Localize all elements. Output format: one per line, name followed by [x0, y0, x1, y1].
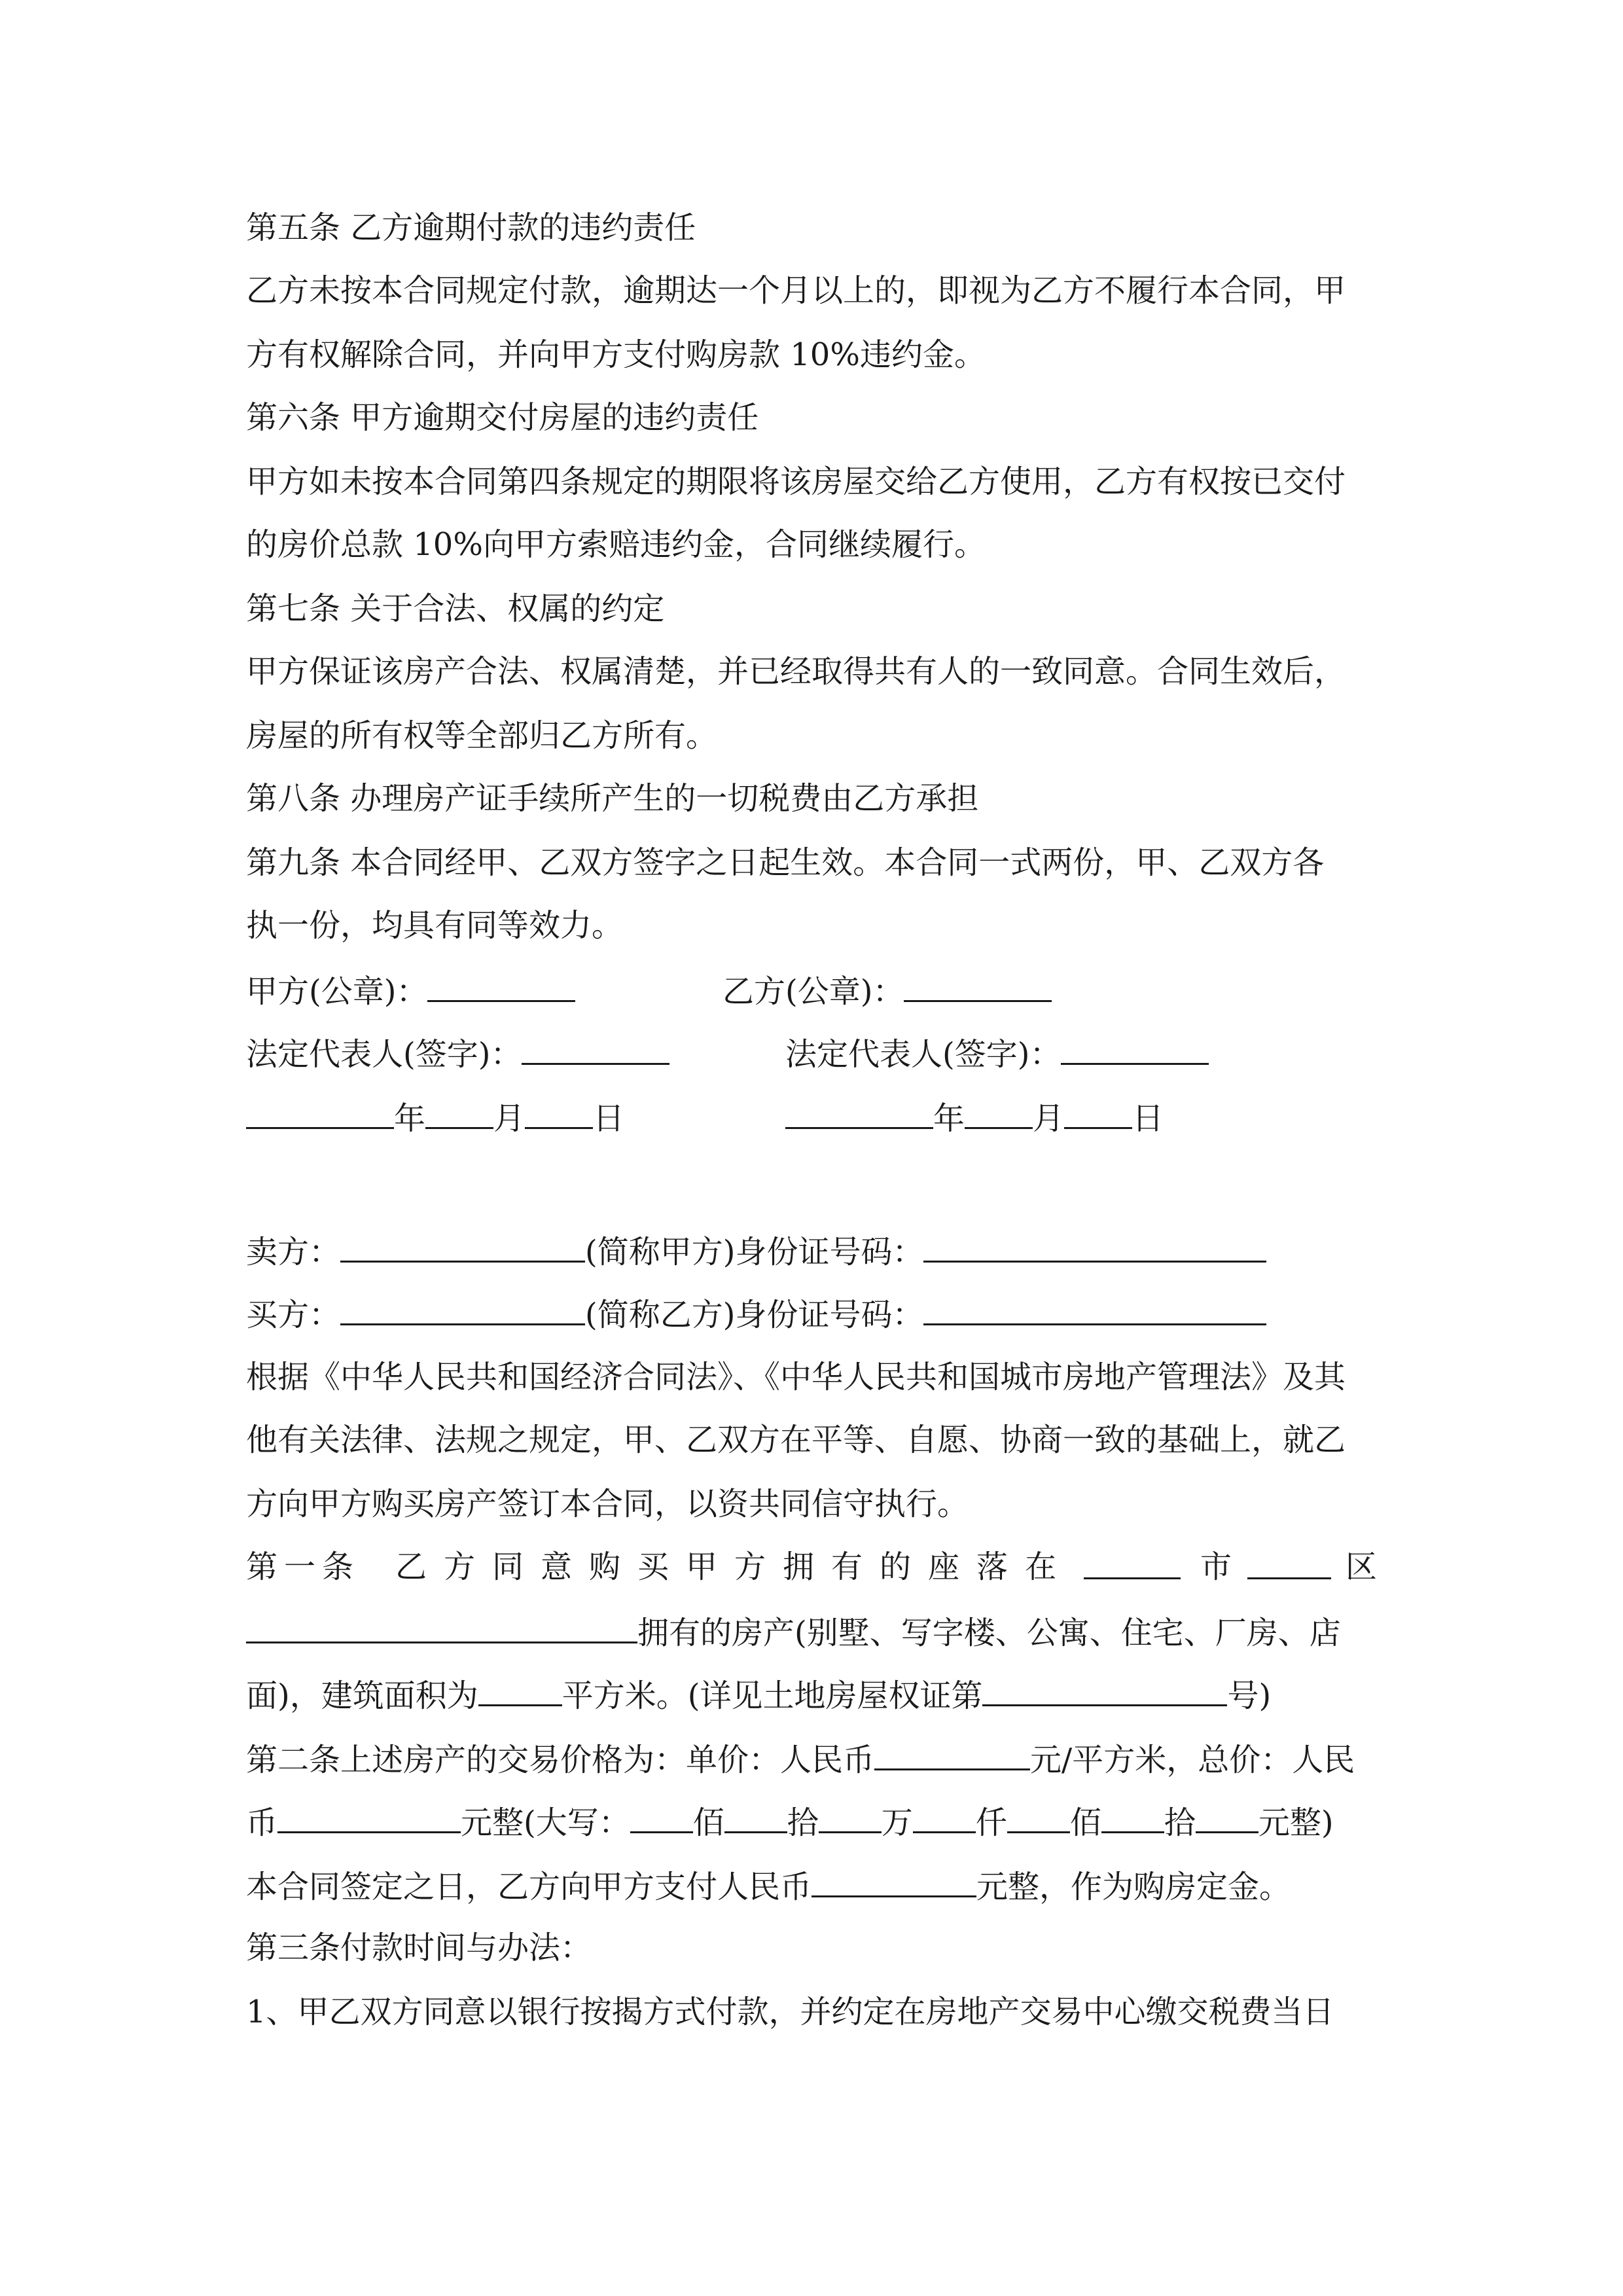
article-7-title: 第七条 关于合法、权属的约定: [246, 590, 665, 627]
seller-line: [246, 1230, 1266, 1270]
article-2-unit-price-label: 第二条上述房产的交易价格为：单价：人民币: [246, 1742, 875, 1778]
legal-rep-b-line: [785, 1033, 1209, 1072]
legal-rep-b-label: 法定代表人(签字)：: [785, 1036, 1061, 1073]
preamble-line-3: 方向甲方购买房产签订本合同，以资共同信守执行。: [246, 1486, 969, 1522]
article-1-city-blank: [1084, 1547, 1181, 1579]
seller-abbr-label: (简称甲方)身份证号码：: [585, 1234, 924, 1270]
article-1-char: 第: [246, 1549, 278, 1585]
date-a-line: [246, 1097, 624, 1136]
date-b-day-blank: [1064, 1097, 1132, 1129]
date-b-year-label: 年: [933, 1100, 965, 1137]
party-a-seal-blank: [427, 970, 575, 1002]
date-a-month-blank: [425, 1097, 493, 1129]
article-1-property-types: 拥有的房产(别墅、写字楼、公寓、住宅、厂房、店: [637, 1615, 1341, 1651]
article-5-line-1: 乙方未按本合同规定付款，逾期达一个月以上的，即视为乙方不履行本合同，甲: [246, 272, 1346, 309]
date-b-day-label: 日: [1132, 1100, 1164, 1137]
article-2-shi-blank: [1101, 1801, 1164, 1833]
article-2-wan-blank: [819, 1801, 882, 1833]
article-5-title: 第五条 乙方逾期付款的违约责任: [246, 209, 696, 246]
seller-label: 卖方：: [246, 1234, 341, 1270]
buyer-name-blank: [340, 1293, 585, 1325]
party-a-seal-label: 甲方(公章)：: [246, 973, 428, 1010]
article-2-unit-price-blank: [874, 1738, 1030, 1770]
article-2-unit-wan: 万: [881, 1804, 913, 1841]
article-1-cert-label: 平方米。(详见土地房屋权证第: [562, 1677, 983, 1714]
party-b-seal-label: 乙方(公章)：: [722, 973, 904, 1010]
date-a-day-label: 日: [593, 1100, 625, 1137]
article-2-deposit-blank: [812, 1865, 976, 1897]
article-1-city-label: 市: [1200, 1549, 1232, 1585]
article-2-line-2: [246, 1801, 1334, 1840]
date-a-month-label: 月: [493, 1100, 526, 1137]
article-1-char: 方: [444, 1549, 476, 1585]
preamble-line-2: 他有关法律、法规之规定，甲、乙双方在平等、自愿、协商一致的基础上，就乙: [246, 1422, 1346, 1458]
article-1-line-2: [246, 1611, 1341, 1651]
article-2-total-blank: [277, 1801, 461, 1833]
article-1-char: 意: [541, 1549, 573, 1585]
article-9-line-1: 第九条 本合同经甲、乙双方签字之日起生效。本合同一式两份，甲、乙双方各: [246, 844, 1325, 881]
article-5-line-2: 方有权解除合同，并向甲方支付购房款 10%违约金。: [246, 336, 986, 373]
article-2-unit-bai: 佰: [692, 1804, 724, 1841]
article-1-char: 条: [322, 1549, 354, 1585]
article-2-qian-blank: [913, 1801, 976, 1833]
article-1-cert-blank: [982, 1674, 1227, 1706]
article-7-line-2: 房屋的所有权等全部归乙方所有。: [246, 717, 718, 754]
article-1-district-blank: [1247, 1547, 1331, 1579]
party-b-seal-line: [722, 970, 1052, 1009]
article-2-yuan-end: 元整): [1258, 1804, 1334, 1841]
article-2-line-3: [246, 1865, 1291, 1905]
date-b-year-blank: [785, 1097, 933, 1129]
date-a-year-blank: [246, 1097, 394, 1129]
article-6-title: 第六条 甲方逾期交付房屋的违约责任: [246, 399, 759, 436]
buyer-id-blank: [923, 1293, 1266, 1325]
article-1-char: 方: [734, 1549, 766, 1585]
legal-rep-a-line: [246, 1033, 669, 1072]
buyer-line: [246, 1293, 1266, 1333]
article-6-line-2: 的房价总款 10%向甲方索赔违约金，合同继续履行。: [246, 526, 986, 563]
article-2-total-label: 元/平方米，总价：人民: [1030, 1742, 1355, 1778]
article-1-char: 一: [284, 1549, 316, 1585]
article-2-bai-blank: [1007, 1801, 1070, 1833]
article-1-area-blank: [478, 1674, 562, 1706]
buyer-label: 买方：: [246, 1297, 341, 1333]
article-1-char: 乙: [395, 1549, 427, 1585]
article-3-line-1: 1、甲乙双方同意以银行按揭方式付款，并约定在房地产交易中心缴交税费当日: [246, 1994, 1334, 2030]
article-2-currency-label: 币: [246, 1804, 278, 1841]
article-1-address-blank: [246, 1611, 637, 1643]
article-1-char: 买: [637, 1549, 669, 1585]
party-a-seal-line: [246, 970, 575, 1009]
article-3-title: 第三条付款时间与办法：: [246, 1929, 592, 1966]
date-b-month-label: 月: [1033, 1100, 1065, 1137]
article-1-cert-suffix: 号): [1227, 1677, 1272, 1714]
article-2-deposit-label: 本合同签定之日，乙方向甲方支付人民币: [246, 1869, 812, 1905]
article-2-unit-bai-2: 佰: [1069, 1804, 1101, 1841]
article-2-unit-shi: 拾: [787, 1804, 819, 1841]
article-1-char: 座: [928, 1549, 960, 1585]
article-2-capital-label: 元整(大写：: [461, 1804, 630, 1841]
article-2-unit-shi-2: 拾: [1164, 1804, 1196, 1841]
article-9-line-2: 执一份，均具有同等效力。: [246, 907, 624, 944]
article-1-char: 拥: [783, 1549, 815, 1585]
article-7-line-1: 甲方保证该房产合法、权属清楚，并已经取得共有人的一致同意。合同生效后，: [246, 653, 1346, 690]
party-b-seal-blank: [904, 970, 1052, 1002]
article-1-area-label: 面)，建筑面积为: [246, 1677, 478, 1714]
article-2-bai-wan-blank: [630, 1801, 693, 1833]
legal-rep-a-blank: [522, 1033, 669, 1065]
article-2-shi-wan-blank: [724, 1801, 787, 1833]
preamble-line-1: 根据《中华人民共和国经济合同法》、《中华人民共和国城市房地产管理法》及其: [246, 1359, 1346, 1395]
article-2-unit-qian: 仟: [975, 1804, 1007, 1841]
article-1-char: 在: [1025, 1549, 1057, 1585]
article-2-line-1: [246, 1738, 1355, 1778]
article-1-char: 有: [831, 1549, 863, 1585]
date-b-month-blank: [965, 1097, 1033, 1129]
seller-name-blank: [340, 1230, 585, 1263]
seller-id-blank: [923, 1230, 1266, 1263]
article-1-char: 购: [589, 1549, 621, 1585]
date-a-day-blank: [525, 1097, 593, 1129]
article-1-district-label: 区: [1346, 1549, 1378, 1585]
date-b-line: [785, 1097, 1164, 1136]
article-1-char: 同: [492, 1549, 524, 1585]
article-1-char: 落: [976, 1549, 1008, 1585]
legal-rep-a-label: 法定代表人(签字)：: [246, 1036, 522, 1073]
buyer-abbr-label: (简称乙方)身份证号码：: [585, 1297, 924, 1333]
article-2-yuan-blank: [1196, 1801, 1258, 1833]
article-6-line-1: 甲方如未按本合同第四条规定的期限将该房屋交给乙方使用，乙方有权按已交付: [246, 463, 1346, 500]
date-a-year-label: 年: [394, 1100, 426, 1137]
article-1-char: 的: [880, 1549, 912, 1585]
article-1-char: 甲: [686, 1549, 718, 1585]
article-2-deposit-suffix: 元整，作为购房定金。: [976, 1869, 1291, 1905]
article-8: 第八条 办理房产证手续所产生的一切税费由乙方承担: [246, 780, 979, 817]
article-1-line-3: [246, 1674, 1271, 1713]
legal-rep-b-blank: [1061, 1033, 1209, 1065]
